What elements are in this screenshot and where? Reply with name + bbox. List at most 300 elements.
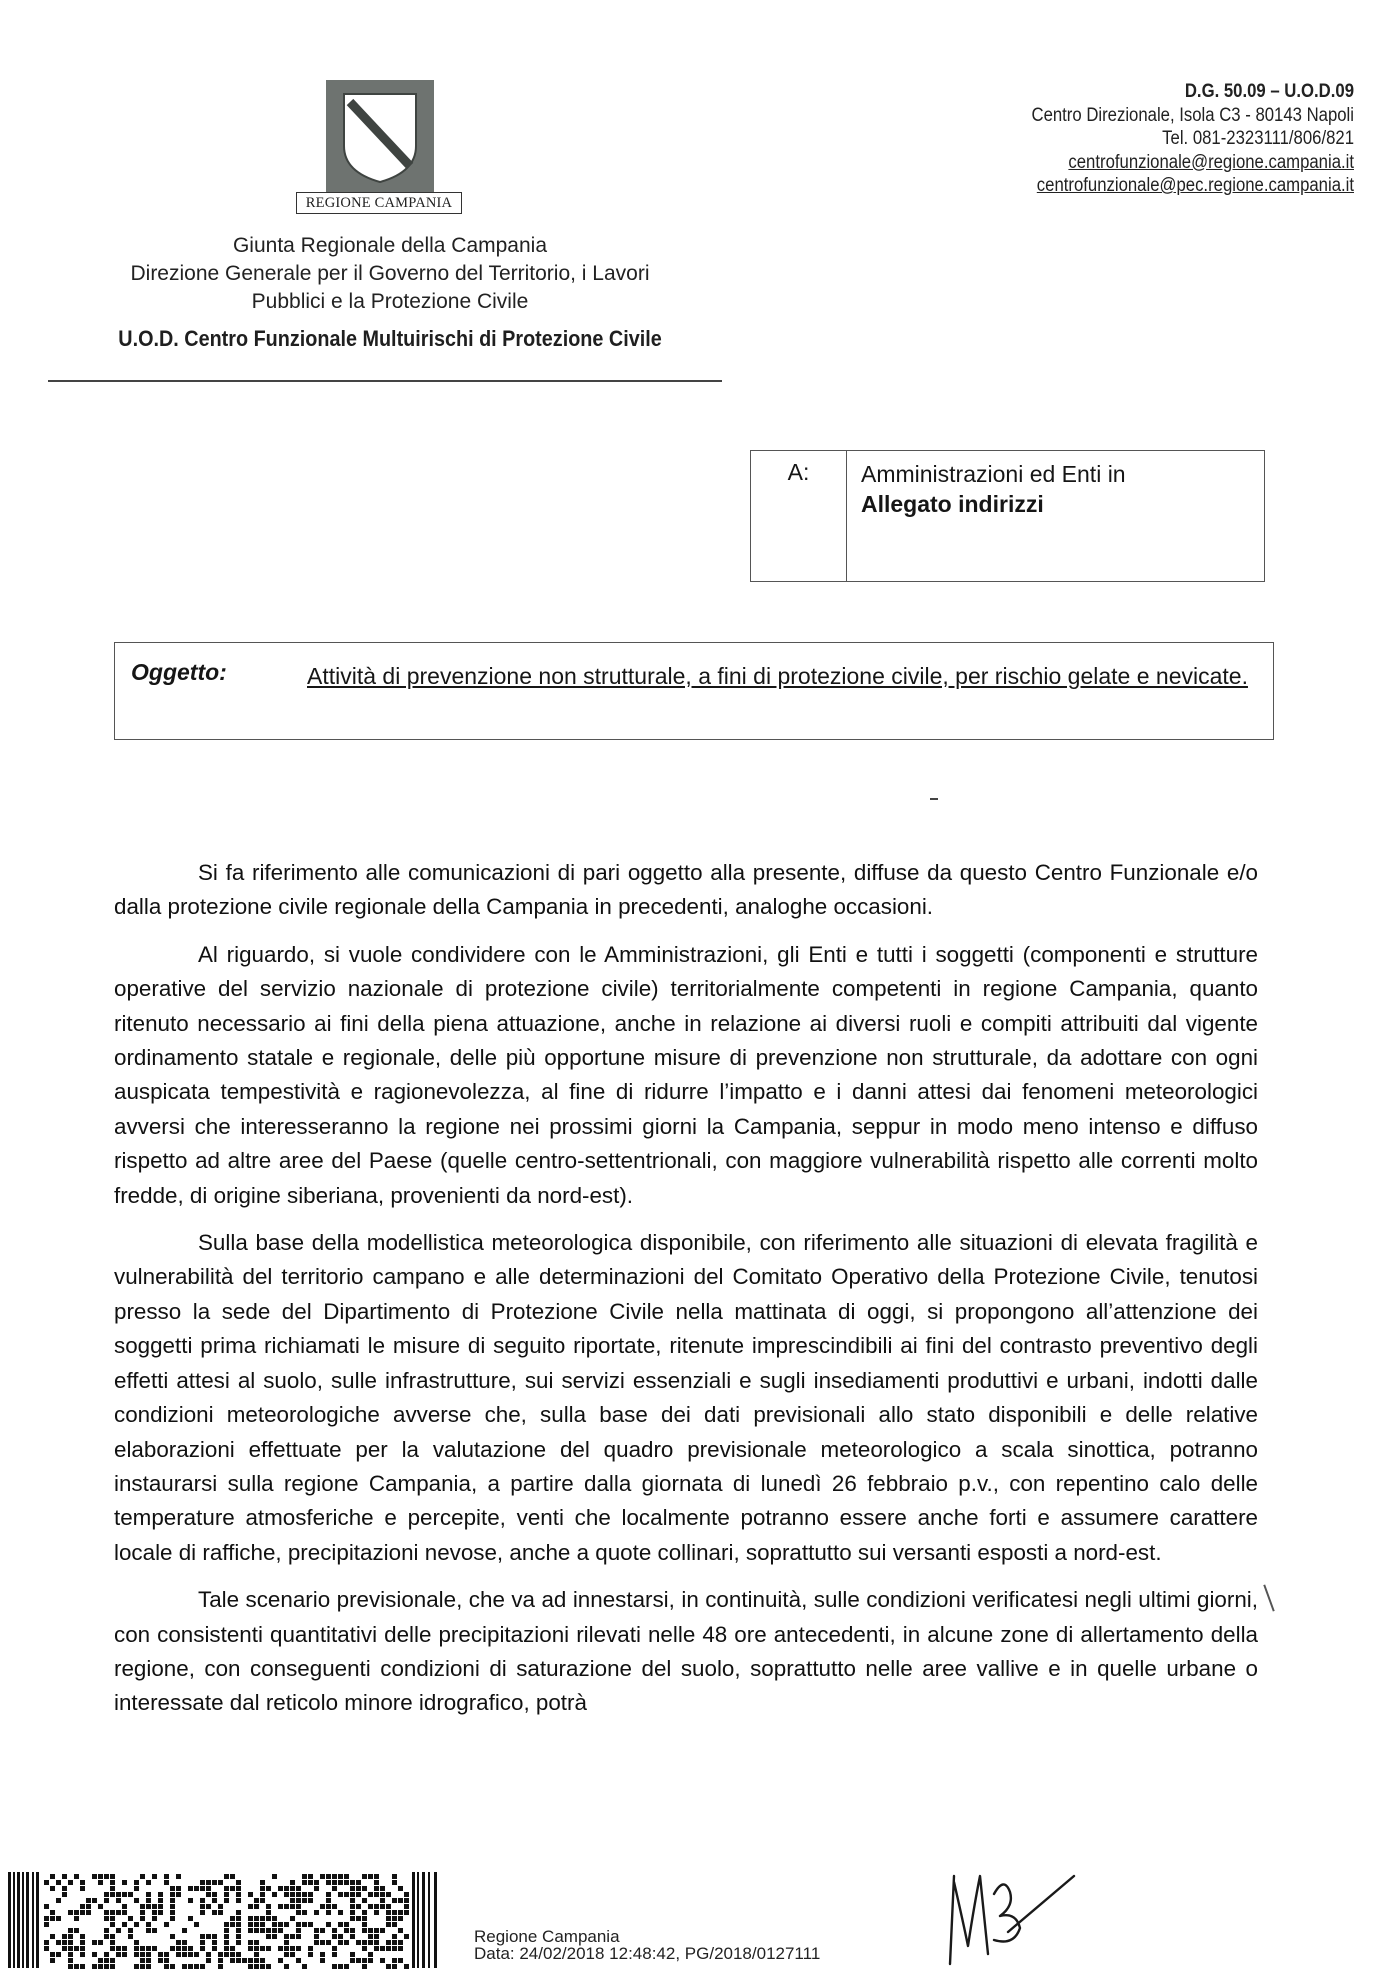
barcode-module xyxy=(62,1934,67,1939)
barcode-module xyxy=(224,1892,229,1897)
barcode-module xyxy=(68,1910,73,1915)
barcode-module xyxy=(104,1916,109,1921)
barcode-module xyxy=(116,1946,121,1951)
subject-box xyxy=(114,642,1274,740)
barcode-module xyxy=(110,1916,115,1921)
barcode-module xyxy=(116,1928,121,1933)
barcode-module xyxy=(212,1946,217,1951)
barcode-module xyxy=(80,1946,85,1951)
barcode-module xyxy=(62,1892,67,1897)
barcode-module xyxy=(122,1880,127,1885)
barcode-module xyxy=(224,1934,229,1939)
barcode-module xyxy=(296,1892,301,1897)
barcode-module xyxy=(278,1886,283,1891)
barcode-module xyxy=(158,1904,163,1909)
barcode-module xyxy=(248,1940,253,1945)
barcode-module xyxy=(326,1874,331,1879)
barcode-bar xyxy=(32,1872,34,1968)
barcode-module xyxy=(392,1958,397,1963)
barcode-module xyxy=(206,1892,211,1897)
barcode-module xyxy=(320,1958,325,1963)
barcode-module xyxy=(344,1964,349,1969)
barcode-module xyxy=(296,1946,301,1951)
gov-line: Pubblici e la Protezione Civile xyxy=(251,290,529,313)
logo-caption: REGIONE CAMPANIA xyxy=(296,192,462,214)
barcode-module xyxy=(224,1922,229,1927)
barcode-module xyxy=(350,1916,355,1921)
stamp-line: Data: 24/02/2018 12:48:42, PG/2018/0127111 xyxy=(474,1944,821,1963)
barcode-module xyxy=(188,1916,193,1921)
barcode-module xyxy=(44,1940,49,1945)
barcode-module xyxy=(50,1874,55,1879)
barcode-module xyxy=(374,1934,379,1939)
barcode-module xyxy=(320,1904,325,1909)
barcode-module xyxy=(110,1886,115,1891)
barcode-module xyxy=(128,1892,133,1897)
barcode-module xyxy=(380,1958,385,1963)
barcode-module xyxy=(200,1964,205,1969)
barcode-module xyxy=(332,1904,337,1909)
barcode-module xyxy=(104,1934,109,1939)
barcode-module xyxy=(212,1940,217,1945)
barcode-module xyxy=(290,1952,295,1957)
barcode-module xyxy=(254,1928,259,1933)
barcode-module xyxy=(260,1892,265,1897)
barcode-module xyxy=(350,1898,355,1903)
barcode-module xyxy=(164,1952,169,1957)
barcode-module xyxy=(140,1952,145,1957)
barcode-module xyxy=(182,1946,187,1951)
barcode-module xyxy=(344,1892,349,1897)
barcode-module xyxy=(320,1928,325,1933)
barcode-module xyxy=(56,1916,61,1921)
barcode-module xyxy=(200,1904,205,1909)
barcode-module xyxy=(188,1886,193,1891)
barcode-module xyxy=(134,1946,139,1951)
barcode-module xyxy=(308,1952,313,1957)
barcode-module xyxy=(326,1922,331,1927)
barcode-module xyxy=(212,1880,217,1885)
barcode-module xyxy=(356,1880,361,1885)
pec-email-link[interactable]: centrofunzionale@pec.regione.campania.it xyxy=(1036,175,1354,196)
coat-of-arms-icon xyxy=(298,80,464,192)
subject-text: Attività di prevenzione non strutturale, a fini di protezione civile, per rischio gelate e nevicate. xyxy=(307,663,1248,689)
barcode-module xyxy=(326,1910,331,1915)
barcode-module xyxy=(182,1928,187,1933)
barcode-module xyxy=(50,1886,55,1891)
barcode-module xyxy=(350,1880,355,1885)
barcode-module xyxy=(278,1946,283,1951)
barcode-module xyxy=(146,1946,151,1951)
email-link[interactable]: centrofunzionale@regione.campania.it xyxy=(1068,151,1354,173)
barcode-module xyxy=(368,1874,373,1879)
barcode-module xyxy=(362,1916,367,1921)
barcode-module xyxy=(260,1964,265,1969)
barcode-module xyxy=(68,1940,73,1945)
barcode-module xyxy=(116,1910,121,1915)
barcode-module xyxy=(254,1904,259,1909)
barcode-module xyxy=(248,1904,253,1909)
barcode-module xyxy=(314,1880,319,1885)
barcode-module xyxy=(62,1940,67,1945)
barcode-module xyxy=(248,1892,253,1897)
barcode-module xyxy=(128,1928,133,1933)
barcode-module xyxy=(332,1964,337,1969)
barcode-module xyxy=(302,1880,307,1885)
barcode-module xyxy=(368,1934,373,1939)
barcode-module xyxy=(80,1880,85,1885)
barcode-module xyxy=(170,1904,175,1909)
barcode-module xyxy=(104,1964,109,1969)
barcode-bar xyxy=(422,1872,425,1968)
barcode-module xyxy=(134,1898,139,1903)
barcode-bar xyxy=(13,1872,15,1968)
barcode-module xyxy=(278,1928,283,1933)
barcode-module xyxy=(236,1910,241,1915)
barcode-module xyxy=(230,1946,235,1951)
barcode-module xyxy=(296,1898,301,1903)
barcode-module xyxy=(266,1934,271,1939)
barcode-module xyxy=(380,1904,385,1909)
barcode-module xyxy=(170,1898,175,1903)
barcode-module xyxy=(182,1940,187,1945)
barcode-module xyxy=(272,1916,277,1921)
barcode-module xyxy=(290,1904,295,1909)
barcode-module xyxy=(392,1946,397,1951)
barcode-module xyxy=(278,1922,283,1927)
barcode-module xyxy=(74,1874,79,1879)
stamp-line: Regione Campania xyxy=(474,1927,620,1946)
barcode-module xyxy=(128,1934,133,1939)
barcode-module xyxy=(50,1958,55,1963)
barcode-module xyxy=(134,1964,139,1969)
barcode-module xyxy=(350,1910,355,1915)
barcode-module xyxy=(386,1964,391,1969)
barcode-module xyxy=(50,1910,55,1915)
barcode-module xyxy=(146,1892,151,1897)
body-paragraph: Sulla base della modellistica meteorologica disponibile, con riferimento alle situazioni di elevata fragilità e vulnerabilità del territorio campano e alle determinazioni del Comitato Operativo della Protezione Civile, tenutosi presso la sede del Dipartimento di Protezione Civile nella mattinata di oggi, si propongono all’attenzione dei soggetti prima richiamati le misure di seguito riportate, ritenute imprescindibili ai fini del contrasto preventivo degli effetti attesi al suolo, sulle infrastrutture, sui servizi essenziali e sugli insediamenti produttivi e urbani, indotti dalle condizioni meteorologiche avverse che, sulla base dei dati previsionali allo stato disponibili e delle relative elaborazioni effettuate per la valutazione del quadro previsionale meteorologico a scala sinottica, potranno instaurarsi sulla regione Campania, a partire dalla giornata di lunedì 26 febbraio p.v., con repentino calo delle temperature atmosferiche e percepite, venti che localmente potranno essere anche forti e assumere carattere locale di raffiche, precipitazioni nevose, anche a quote collinari, soprattutto sui versanti esposti a nord-est. xyxy=(114,1230,1258,1565)
barcode-module xyxy=(68,1946,73,1951)
barcode-module xyxy=(374,1904,379,1909)
barcode-module xyxy=(146,1898,151,1903)
office-address: Centro Direzionale, Isola C3 - 80143 Napoli xyxy=(1031,104,1354,126)
barcode-module xyxy=(122,1922,127,1927)
barcode-module xyxy=(266,1916,271,1921)
barcode-module xyxy=(68,1952,73,1957)
barcode-bar xyxy=(8,1872,11,1968)
barcode-module xyxy=(236,1886,241,1891)
barcode-module xyxy=(224,1940,229,1945)
barcode-module xyxy=(158,1892,163,1897)
office-contact-block xyxy=(861,80,1354,198)
barcode-module xyxy=(146,1952,151,1957)
barcode-module xyxy=(248,1916,253,1921)
barcode-module xyxy=(104,1892,109,1897)
recipient-line: Amministrazioni ed Enti in xyxy=(861,461,1126,487)
barcode-module xyxy=(224,1874,229,1879)
barcode-module xyxy=(158,1910,163,1915)
barcode-module xyxy=(392,1964,397,1969)
barcode-module xyxy=(254,1940,259,1945)
barcode-module xyxy=(74,1964,79,1969)
barcode-module xyxy=(56,1940,61,1945)
barcode-module xyxy=(206,1880,211,1885)
barcode-module xyxy=(140,1958,145,1963)
barcode-module xyxy=(398,1916,403,1921)
barcode-module xyxy=(248,1964,253,1969)
barcode-module xyxy=(386,1940,391,1945)
barcode-module xyxy=(200,1946,205,1951)
barcode-module xyxy=(170,1916,175,1921)
barcode-module xyxy=(116,1952,121,1957)
barcode-module xyxy=(170,1910,175,1915)
barcode-module xyxy=(314,1940,319,1945)
barcode-bar xyxy=(17,1872,20,1968)
letter-body xyxy=(114,856,1258,1734)
barcode-bar xyxy=(434,1872,437,1968)
barcode-module xyxy=(296,1904,301,1909)
barcode-module xyxy=(110,1892,115,1897)
barcode-module xyxy=(44,1946,49,1951)
barcode-module xyxy=(110,1958,115,1963)
barcode-module xyxy=(188,1952,193,1957)
barcode-module xyxy=(290,1880,295,1885)
barcode-module xyxy=(392,1922,397,1927)
barcode-module xyxy=(260,1916,265,1921)
barcode-module xyxy=(164,1922,169,1927)
barcode-module xyxy=(290,1886,295,1891)
barcode-module xyxy=(308,1874,313,1879)
barcode-module xyxy=(218,1880,223,1885)
barcode-module xyxy=(314,1910,319,1915)
barcode-module xyxy=(236,1922,241,1927)
barcode-module xyxy=(404,1898,409,1903)
barcode-module xyxy=(278,1958,283,1963)
barcode-module xyxy=(326,1880,331,1885)
barcode-module xyxy=(248,1958,253,1963)
barcode-module xyxy=(386,1946,391,1951)
barcode-module xyxy=(194,1952,199,1957)
barcode-module xyxy=(350,1934,355,1939)
barcode-module xyxy=(164,1880,169,1885)
barcode-module xyxy=(170,1964,175,1969)
regione-campania-logo xyxy=(298,80,464,215)
barcode-module xyxy=(104,1874,109,1879)
barcode-module xyxy=(236,1934,241,1939)
barcode-bar xyxy=(412,1872,415,1968)
barcode-module xyxy=(50,1934,55,1939)
barcode-module xyxy=(230,1916,235,1921)
barcode-module xyxy=(254,1964,259,1969)
barcode-bar xyxy=(22,1872,24,1968)
barcode-module xyxy=(392,1880,397,1885)
barcode-module xyxy=(188,1964,193,1969)
barcode-module xyxy=(146,1922,151,1927)
barcode-module xyxy=(398,1940,403,1945)
barcode-module xyxy=(134,1952,139,1957)
barcode-module xyxy=(176,1874,181,1879)
barcode-module xyxy=(164,1964,169,1969)
barcode-module xyxy=(284,1934,289,1939)
recipient-line-bold: Allegato indirizzi xyxy=(861,491,1044,517)
barcode-module xyxy=(362,1928,367,1933)
barcode-module xyxy=(98,1904,103,1909)
barcode-module xyxy=(44,1922,49,1927)
barcode-module xyxy=(380,1928,385,1933)
barcode-module xyxy=(392,1916,397,1921)
barcode-module xyxy=(320,1952,325,1957)
barcode-module xyxy=(386,1922,391,1927)
barcode-module xyxy=(134,1940,139,1945)
barcode-module xyxy=(98,1964,103,1969)
barcode-module xyxy=(338,1874,343,1879)
barcode-module xyxy=(122,1892,127,1897)
barcode-module xyxy=(284,1940,289,1945)
barcode-module xyxy=(110,1874,115,1879)
barcode-module xyxy=(290,1946,295,1951)
barcode-module xyxy=(98,1880,103,1885)
barcode-module xyxy=(314,1928,319,1933)
barcode-module xyxy=(386,1904,391,1909)
barcode-module xyxy=(224,1928,229,1933)
barcode-module xyxy=(218,1910,223,1915)
barcode-module xyxy=(302,1892,307,1897)
barcode-module xyxy=(386,1892,391,1897)
barcode-module xyxy=(236,1958,241,1963)
barcode-module xyxy=(332,1874,337,1879)
barcode-module xyxy=(170,1946,175,1951)
barcode-module xyxy=(260,1886,265,1891)
barcode-module xyxy=(302,1964,307,1969)
barcode-module xyxy=(290,1892,295,1897)
barcode-module xyxy=(260,1880,265,1885)
barcode-module xyxy=(254,1958,259,1963)
barcode-module xyxy=(236,1898,241,1903)
barcode-module xyxy=(194,1886,199,1891)
barcode-module xyxy=(224,1886,229,1891)
barcode-module xyxy=(146,1958,151,1963)
barcode-module xyxy=(308,1946,313,1951)
barcode-module xyxy=(314,1934,319,1939)
barcode-module xyxy=(164,1958,169,1963)
barcode-module xyxy=(374,1928,379,1933)
barcode-module xyxy=(170,1934,175,1939)
barcode-module xyxy=(338,1964,343,1969)
barcode-module xyxy=(296,1922,301,1927)
barcode-module xyxy=(404,1910,409,1915)
barcode-module xyxy=(362,1898,367,1903)
barcode-module xyxy=(74,1946,79,1951)
barcode-module xyxy=(386,1910,391,1915)
barcode-module xyxy=(200,1886,205,1891)
barcode-module xyxy=(404,1904,409,1909)
office-code: D.G. 50.09 – U.O.D.09 xyxy=(1184,81,1354,102)
barcode-module xyxy=(272,1934,277,1939)
barcode-module xyxy=(152,1874,157,1879)
barcode-module xyxy=(152,1904,157,1909)
barcode-module xyxy=(362,1964,367,1969)
government-heading xyxy=(80,232,700,316)
barcode-module xyxy=(146,1964,151,1969)
barcode-module xyxy=(44,1916,49,1921)
barcode-module xyxy=(338,1910,343,1915)
barcode-module xyxy=(296,1958,301,1963)
barcode-module xyxy=(158,1898,163,1903)
barcode-module xyxy=(68,1928,73,1933)
barcode-module xyxy=(362,1958,367,1963)
barcode-module xyxy=(80,1904,85,1909)
barcode-module xyxy=(284,1922,289,1927)
recipient-label: A: xyxy=(751,451,847,581)
scan-mark xyxy=(930,798,938,800)
barcode-module xyxy=(182,1952,187,1957)
barcode-module xyxy=(230,1952,235,1957)
barcode-bar xyxy=(428,1872,430,1968)
barcode-module xyxy=(236,1940,241,1945)
barcode-module xyxy=(80,1952,85,1957)
barcode-module xyxy=(380,1946,385,1951)
barcode-module xyxy=(368,1928,373,1933)
barcode-module xyxy=(140,1964,145,1969)
barcode-module xyxy=(56,1898,61,1903)
barcode-module xyxy=(326,1898,331,1903)
barcode-module xyxy=(80,1910,85,1915)
barcode-module xyxy=(110,1934,115,1939)
barcode-module xyxy=(158,1958,163,1963)
barcode-module xyxy=(140,1946,145,1951)
barcode-module xyxy=(404,1892,409,1897)
barcode-module xyxy=(74,1916,79,1921)
barcode-module xyxy=(374,1892,379,1897)
barcode-module xyxy=(194,1964,199,1969)
barcode-module xyxy=(176,1946,181,1951)
barcode-module xyxy=(392,1898,397,1903)
barcode-module xyxy=(296,1934,301,1939)
barcode-module xyxy=(272,1928,277,1933)
barcode-module xyxy=(140,1904,145,1909)
barcode-module xyxy=(284,1964,289,1969)
barcode-module xyxy=(392,1934,397,1939)
barcode-module xyxy=(290,1898,295,1903)
barcode-module xyxy=(110,1946,115,1951)
barcode-module xyxy=(344,1880,349,1885)
body-paragraph: Tale scenario previsionale, che va ad innestarsi, in continuità, sulle condizioni verificatesi negli ultimi giorni, con consistenti quantitativi delle precipitazioni rilevati nelle 48 ore antecedenti, in alcune zone di allertamento della regione, con conseguenti condizioni di saturazione del suolo, soprattutto nelle aree vallive e in quelle urbane o interessate dal reticolo minore idrografico, potrà xyxy=(114,1587,1258,1716)
barcode-module xyxy=(50,1916,55,1921)
barcode-module xyxy=(398,1928,403,1933)
barcode-module xyxy=(392,1940,397,1945)
barcode-module xyxy=(104,1910,109,1915)
barcode-module xyxy=(56,1880,61,1885)
recipient-box xyxy=(750,450,1265,582)
barcode-module xyxy=(344,1922,349,1927)
barcode-module xyxy=(392,1910,397,1915)
barcode-module xyxy=(356,1886,361,1891)
barcode-module xyxy=(362,1922,367,1927)
barcode-module xyxy=(284,1886,289,1891)
barcode-module xyxy=(374,1946,379,1951)
protocol-stamp xyxy=(474,1928,820,1962)
barcode-module xyxy=(374,1880,379,1885)
barcode-module xyxy=(176,1952,181,1957)
barcode-module xyxy=(296,1886,301,1891)
barcode-module xyxy=(266,1964,271,1969)
barcode-module xyxy=(332,1928,337,1933)
barcode-module xyxy=(104,1952,109,1957)
barcode-module xyxy=(260,1922,265,1927)
barcode-module xyxy=(266,1946,271,1951)
barcode-module xyxy=(68,1964,73,1969)
barcode-module xyxy=(374,1910,379,1915)
